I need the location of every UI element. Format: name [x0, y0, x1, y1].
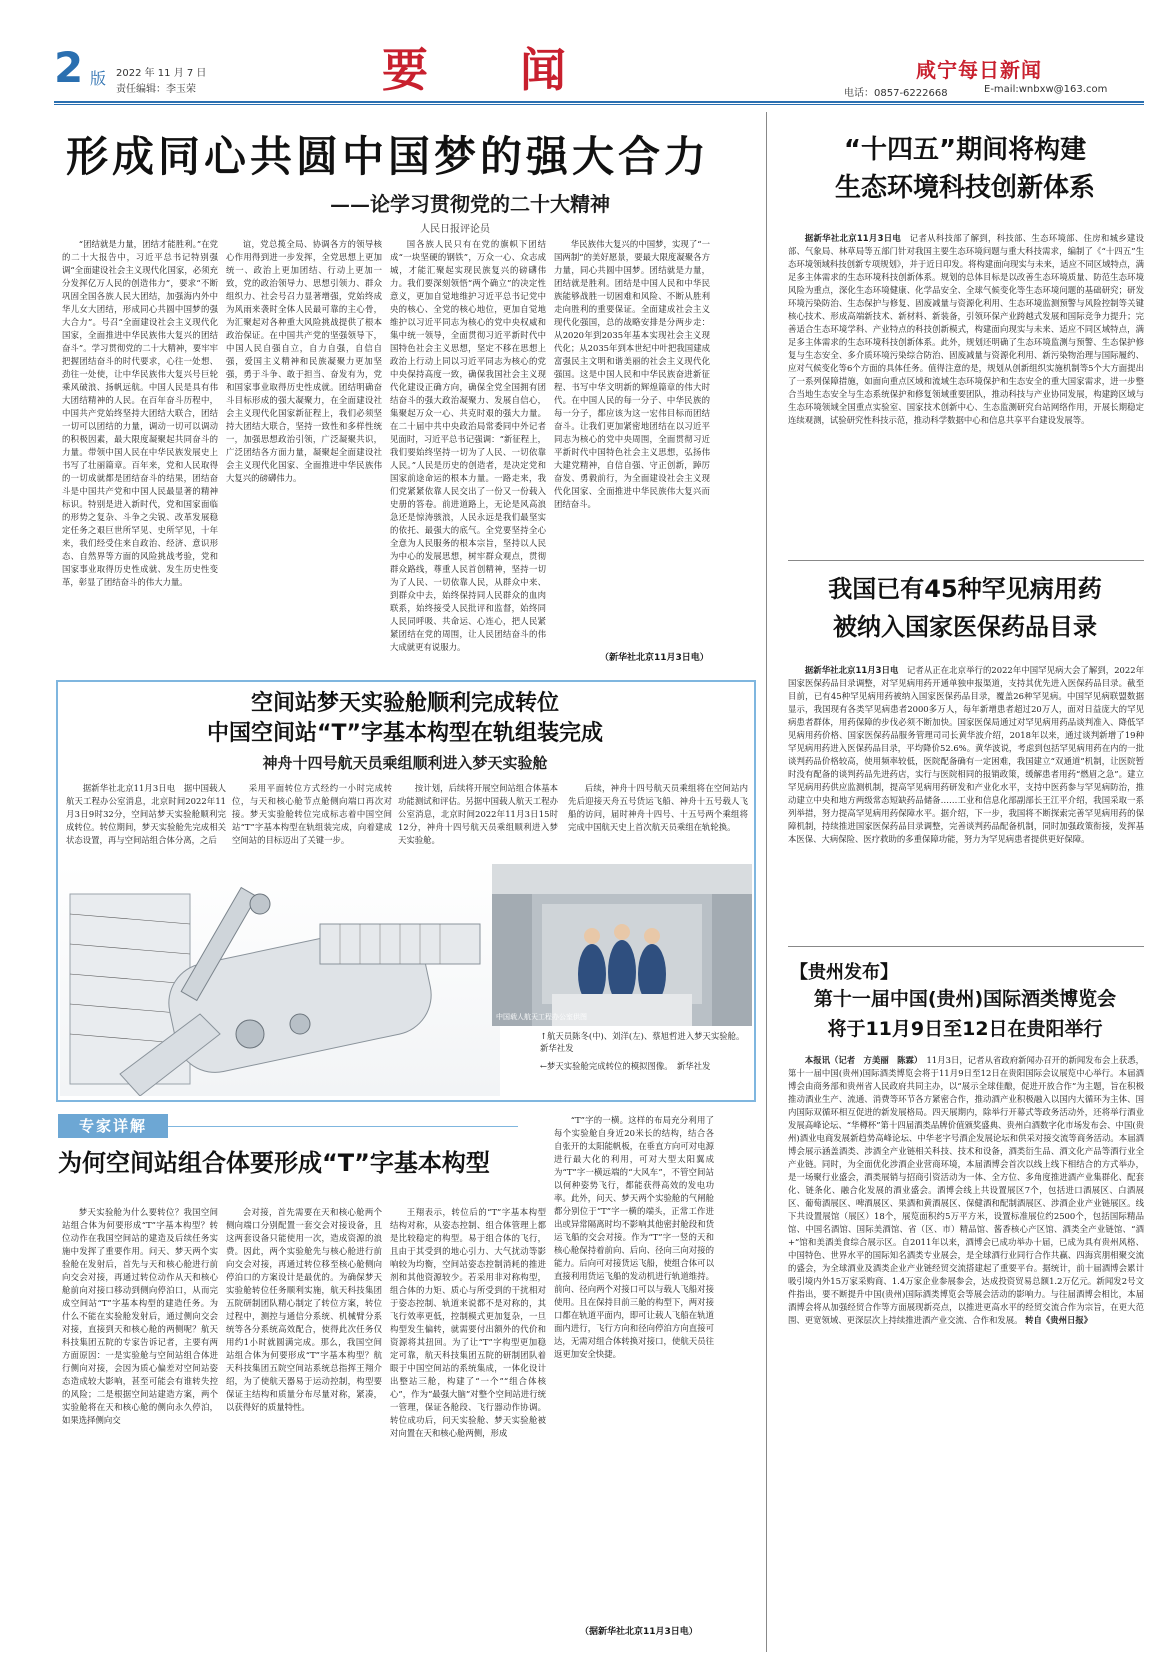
liquor-credit: 转自《贵州日报》 [1025, 1315, 1093, 1325]
crew-illustration [492, 864, 752, 1026]
liquor-tag: 【贵州发布】 [790, 962, 898, 983]
drug-bottom-rule [788, 946, 1144, 947]
lead-column-2: 谊，党总揽全局、协调各方的领导核心作用得到进一步发挥，全党思想上更加统一、政治上更加团结、行动上更加一致，党的政治领导力、思想引领力、群众组织力、社会号召力显著增强，党始终成为风雨来袭时全体人民最可靠的主心骨，为汇聚起对各种重大风险挑战提供了根本政治保证。在中国共产党的坚强领导下，中国人民自强自立，自力自强，自信自强，爱国主义精神和民族凝聚力更加坚强，勇于斗争、敢于担当、奋发有为，党和国家事业取得历史性成就。团结明确奋斗目标形成的强大凝聚力，在全面建设社会主义现代化国家新征程上，我们必须坚持大团结大联合，坚持一致性和多样性统一，加强思想政治引领，广泛凝聚共识，广泛团结各方面力量，凝聚起全面建设社会主义现代化国家、全面推进中华民族伟大复兴的磅礴伟力。 [226, 239, 382, 483]
space-title-line1: 空间站梦天实验舱顺利完成转位 [250, 691, 559, 716]
issue-date: 2022 年 11 月 7 日 [116, 68, 207, 79]
liquor-title-line2: 将于11月9日至12日在贵阳举行 [827, 1018, 1103, 1040]
expert-column-3: 王翔表示，转位后的“T”字基本构型结构对称，从姿态控制、组合体管理上都是比较稳定的构型。易于组合体的飞行，且由于其受到的地心引力、大气扰动等影响较为均衡，空间站姿态控制消耗的推进剂和其他资源较少。若采用非对称构型，组合体的力矩、质心与所受到的干扰相对于姿态控制、轨道来说都不是对称的，其飞行效率更低，控制模式更加复杂，一旦构型发生偏转，就需要付出额外的代价和资源将其扭回。为了让“T”字构型更加稳定可靠，航天科技集团五院的研制团队着眼于中国空间站的系统集成，一体化设计出整站三舱，构建了“一个”“组合体核心”，作为“最强大脑”对整个空间站进行统一管理，保证各舱段、飞行器动作协调。转位成功后，问天实验舱、梦天实验舱被对向置在天和核心舱两侧，形成 [390, 1207, 546, 1438]
eco-title-line2: 生态环境科技创新体系 [834, 173, 1095, 203]
masthead [54, 44, 1144, 100]
page-number: 2 [54, 43, 84, 92]
render-photo-caption: ←梦天实验舱完成转位的模拟图像。 新华社发 [540, 1061, 711, 1071]
space-title-line2: 中国空间站“T”字基本构型在轨组装完成 [207, 721, 603, 746]
lead-subtitle: ——论学习贯彻党的二十大精神 [330, 192, 610, 216]
drug-title-line2: 被纳入国家医保药品目录 [833, 613, 1097, 641]
editor-credit: 责任编辑：李玉荣 [116, 84, 196, 95]
lead-column-1: “团结就是力量，团结才能胜利。”在党的二十大报告中，习近平总书记特别强调“全面建设社会主义现代化国家，必须充分发挥亿万人民的创造伟力”，要求“不断巩固全国各族人民大团结，加强海内外中华儿女大团结，形成同心共圆中国梦的强大合力”。号召“全面建设社会主义现代化国家，全面推进中华民族伟大复兴的团结奋斗”。学习贯彻党的二十大精神，要牢牢把握团结奋斗的时代要求，心往一处想、劲往一处使，让中华民族伟大复兴号巨轮乘风破浪、扬帆远航。中国人民是具有伟大团结精神的人民。在百年奋斗历程中，中国共产党始终坚持大团结大联合，团结一切可以团结的力量，调动一切可以调动的积极因素，最大限度凝聚起共同奋斗的力量。带领中国人民在中华民族发展史上书写了壮丽篇章。百年来，党和人民取得的一切成就都是团结奋斗的结果，团结奋斗是中国共产党和中国人民最显著的精神标识。特别是进入新时代，党和国家面临的形势之复杂、斗争之尖锐、改革发展稳定任务之艰巨世所罕见、史所罕见，十年来，我们经受住来自政治、经济、意识形态、自然界等方面的风险挑战考验，党和国家事业取得历史性成就、发生历史性变革，彰显了团结奋斗的伟大力量。 [62, 239, 218, 587]
expert-banner-rule [168, 1126, 518, 1127]
email: E-mail:wnbxw@163.com [984, 84, 1108, 95]
space-column-1: 据新华社北京11月3日电 据中国载人航天工程办公室消息，北京时间2022年11月3日9时32分，空间站梦天实验舱顺利完成转位。转位期间，梦天实验舱先完成相关状态设置，再与空间站组合体分离，之后 [66, 783, 226, 845]
masthead-rule [54, 101, 1144, 103]
masthead-rule-thin [54, 104, 1144, 105]
lead-column-4: 华民族伟大复兴的中国梦，实现了“一国两制”的美好愿景，要最大限度凝聚各方力量，同心共圆中国梦。团结就是力量，团结就是胜利。团结是中国人民和中华民族能够战胜一切困难和风险、不断从胜利走向胜利的重要保证。全面建成社会主义现代化强国，总的战略安排是分两步走：从2020年到2035年基本实现社会主义现代化；从2035年到本世纪中叶把我国建成富强民主文明和谐美丽的社会主义现代化强国。这是中国人民和中华民族奋进新征程、书写中华文明新的辉煌篇章的伟大时代。在中国人民的每一分子、中华民族的每一分子，都应该为这一宏伟目标而团结奋斗。让我们更加紧密地团结在以习近平同志为核心的党中央周围，全面贯彻习近平新时代中国特色社会主义思想，弘扬伟大建党精神，自信自强、守正创新，踔厉奋发、勇毅前行，为全面建设社会主义现代化国家、全面推进中华民族伟大复兴而团结奋斗。 [554, 239, 710, 509]
space-title-line3: 神舟十四号航天员乘组顺利进入梦天实验舱 [262, 754, 548, 772]
lead-column-3: 国各族人民只有在党的旗帜下团结成“一块坚硬的钢铁”，万众一心、众志成城，才能汇聚起实现民族复兴的磅礴伟力。我们要深刻领悟“两个确立”的决定性意义，更加自觉地维护习近平总书记党中央的核心、全党的核心地位，更加自觉地维护以习近平同志为核心的党中央权威和集中统一领导，全面贯彻习近平新时代中国特色社会主义思想，坚定不移在思想上政治上行动上同以习近平同志为核心的党中央保持高度一致，确保我国社会主义现代化建设正确方向，确保全党全国拥有团结奋斗的强大政治凝聚力、发展自信心，集聚起万众一心、共克时艰的强大力量。在二十届中共中央政治局常委同中外记者见面时，习近平总书记强调：“新征程上，我们要始终坚持一切为了人民、一切依靠人民。”人民是历史的创造者，是决定党和国家前途命运的根本力量。一路走来，我们党紧紧依靠人民交出了一份又一份载入史册的答卷。前进道路上，无论是风高浪急还是惊涛骇浪，人民永远是我们最坚实的依托、最强大的底气。全党要坚持全心全意为人民服务的根本宗旨，坚持以人民为中心的发展思想，树牢群众观点，贯彻群众路线，尊重人民首创精神，坚持一切为了人民、一切依靠人民，从群众中来、到群众中去，始终保持同人民群众的血肉联系，始终接受人民批评和监督，始终同人民同呼吸、共命运、心连心，把人民紧紧团结在党的周围，让人民团结奋斗的伟大成就更有说服力。 [390, 239, 546, 652]
expert-column-4: “T”字的一横。这样的布局充分利用了每个实验舱自身近20米长的结构，结合各自张开的太阳能帆板，在垂直方向可对电源进行最大化的利用，可对大型太阳翼成为“T”字一横远端的“大风车”，不管空间站以何种姿势飞行，都能获得高效的发电功率。此外，问天、梦天两个实验舱的气闸舱都分别位于“T”字一横的端头，正常工作进出或异常隔离时均不影响其他密封舱段和货运飞船的交会对接。作为“T”字一竖的天和核心舱保持着前向、后向、径向三向对接的能力。后向可对接货运飞船，使组合体可以直接利用货运飞船的发动机进行轨道维持。前向、径向两个对接口可以与载人飞船对接使用。且在保持目前三舱的构型下，两对接口都在轨道平面内，即可让载人飞船在轨道面内进行，飞行方向和径向停泊方向直接可达，无需对组合体转换对接口，使航天员往返更加安全快捷。 [554, 1115, 714, 1359]
eco-title-line1: “十四五”期间将构建 [843, 135, 1087, 165]
lead-credit: （新华社北京11月3日电） [600, 653, 709, 663]
page-number-suffix: 版 [90, 69, 107, 88]
expert-column-2: 会对接，首先需要在天和核心舱两个侧向端口分别配置一套交会对接设备，且这两套设备只能使用一次，造成资源的浪费。因此，两个实验舱先与核心舱进行前向交会对接，再通过转位移至核心舱侧向停泊口的方案设计是最优的。为确保梦天实验舱转位任务顺利实施，航天科技集团五院研制团队精心制定了转位方案，转位过程中，测控与通信分系统、机械臂分系统等各分系统高效配合，使得此次任务仅用约1小时就圆满完成。那么，我国空间站组合体为何要形成“T”字基本构型？航天科技集团五院空间站系统总指挥王翔介绍，为了使航天器易于运动控制，构型要保证主结构和质量分布尽量对称，紧凑，以获得好的质量特性。 [226, 1207, 382, 1412]
eco-bottom-rule [788, 560, 1144, 561]
eco-body: 据新华社北京11月3日电 记者从科技部了解到，科技部、生态环境部、住房和城乡建设部、气象局、林草局等五部门针对我国主要生态环境问题与重大科技需求，编制了《“十四五”生态环境领域科技创新专项规划》，并于近日印发。将构建面向现实与未来，适应不同区域特点，满足多主体需求的生态环境科技创新体系。规划的总体目标是以改善生态环境质量、防范生态环境风险为重点，深化生态环境健康、化学品安全、全球气候变化等生态环境问题的基础研究；研发环境污染防治、生态保护与修复、固废减量与资源化利用、生态环境监测预警与风险控制等关键核心技术、形成高端新技术、新材料、新装备，引领环保产业跨越式发展和国际竞争力提升；完善适合生态环境学科、产业特点的科技创新模式，构建面向现实与未来、适应不同区域特点，满足多主体需求的生态环境科技创新体系。此外，规划还明确了生态环境监测与预警、生态保护修复与生态安全、多介质环境污染综合防治、固废减量与资源化利用、新污染物治理与国际履约、应对气候变化等6个方面的具体任务。值得注意的是，规划从创新组织实施机制等5个大方面提出了一系列保障措施，如面向重点区域和流域生态环境保护和生态安全的重大国家需求，进一步整合当地生态安全与生态系统保护和修复领域重要团队，推动科技与产业协同发展，构建跨区域与生态环境领域全国重点实验室、国家技术创新中心、生态监测研究台站网络作用，开展长期稳定连续观测，试验研究性科技示范，推动科学数据中心和信息共享平台建设发展等。 [788, 233, 1144, 425]
expert-title: 为何空间站组合体要形成“T”字基本构型 [58, 1149, 490, 1177]
crew-photo-caption: ↑航天员陈冬(中)、刘洋(左)、蔡旭哲进入梦天实验舱。 新华社发 [540, 1031, 749, 1053]
liquor-body: 本报讯（记者 方美丽 陈霖） 11月3日，记者从省政府新闻办召开的新闻发布会上获悉，第十一届中国(贵州)国际酒类博览会将于11月9日至12日在贵阳国际会议展览中心举行。本届酒博会由商务部和贵州省人民政府共同主办，以“展示全球佳酿，促进开放合作”为主题，旨在积极推动酒业生产、流通、消费等环节各方紧密合作，推动酒产业积极融入以国内大循环为主体、国内国际双循环相互促进的新发展格局。四天展期内，除举行开幕式等政务活动外，还将举行酒业发展高峰论坛、“华樽杯”第十四届酒类品牌价值颁奖盛典、贵州白酒数字化市场发布会、中国(贵州)酒业电商发展新趋势高峰论坛、中华老字号酒企发展论坛和供采对接交流等商务活动。本届酒博会展示涵盖酒类、涉酒全产业链相关科技、技术和设备，酒类衍生品、酒文化产品等酒行业全产业链。同时，为全面优化涉酒企业营商环境，本届酒博会首次以线上线下相结合的方式举办，是一场聚行业盛会，酒类展销与招商引资活动为一体、全方位、多角度推进酒产业集群化、配套化、链条化、融合化发展的酒业盛会。酒博会线上共设置展区7个，包括进口酒展区、白酒展区、葡萄酒展区、啤酒展区、果酒和黄酒展区、保健酒和配制酒展区、涉酒企业产业链展区。线下共设置展馆（展区）18个，展览面积约5万平方米，设置标准展位约2500个，包括国际精品馆、中国名酒馆、国际美酒馆、省（区、市）精品馆、酱香核心产区馆、酒类全产业链馆、“酒+”馆和美酒美食综合展示区。自2011年以来，酒博会已成功举办十届，已成为具有贵州风格、中国特色、世界水平的国际知名酒类专业展会，是全球酒行业同行合作共赢、四海宾朋相聚交流的盛会，为全球酒业及酒类企业产业链经贸交流搭建起了重要平台。据统计，前十届酒博会累计吸引境内外15万家采购商、1.4万家企业参展参会，达成投资贸易总额1.2万亿元。新闻发2号文件指出，要不断提升中国(贵州)国际酒类博览会等展会活动的影响力。与往届酒博会相比，本届酒博会将从加强经贸合作等方面展现新亮点，以推进更高水平的经贸交流合作为宗旨，在更大范围、更宽领域、更深层次上持续推进酒产业交流、合作和发展。 转自《贵州日报》 [788, 1055, 1144, 1325]
drug-body: 据新华社北京11月3日电 记者从正在北京举行的2022年中国罕见病大会了解到，2022年国家医保药品目录调整，对罕见病用药开通单独申报渠道，支持其优先进入医保药品目录。截至目前，已有45种罕见病用药被纳入国家医保药品目录，覆盖26种罕见病。中国罕见病联盟数据显示，我国现有各类罕见病患者2000多万人，每年新增患者超过20万人，面对日益庞大的罕见病患者群体，用药保障的步伐必须不断加快。国家医保局通过对罕见病用药品谈判准入、降低罕见病用药价格、国家医保药品服务管理司司长黄华波介绍，2018年以来，通过谈判新增了19种罕见病用药进入医保药品目录，平均降价52.6%。黄华波说，考虑到包括罕见病用药在内的一批谈判药品价格较高，使用频率较低，医院配备确有一定困难，我国建立“双通道”机制，让医院暂时没有配备的谈判药品先进药店，实行与医院相同的报销政策，缓解患者用药“燃眉之急”。建立罕见病用药供应监测机制，提高罕见病用药研发和产业化水平，支持中医药参与罕见病防治，推动建立中央和地方两级常态短缺药品储备……工业和信息化部副部长王江平介绍，我国采取一系列举措，努力提高罕见病用药保障水平。据介绍，下一步，我国将不断探索完善罕见病用药的保障机制，持续推进国家医保药品目录调整，完善谈判药品配备机制，同时加强政策衔接，发挥基本医保、大病保险、医疗救助的多重保障功能，努力为罕见病患者提供更好保障。 [788, 665, 1144, 844]
eco-dateline: 据新华社北京11月3日电 [804, 233, 902, 243]
expert-credit: （据新华社北京11月3日电） [580, 1627, 698, 1637]
drug-dateline: 据新华社北京11月3日电 [804, 665, 899, 675]
lead-byline: 人民日报评论员 [420, 224, 490, 235]
paper-name: 咸宁每日新闻 [916, 58, 1042, 82]
section-title: 要 闻 [382, 43, 566, 97]
astronaut-crew-photo [492, 864, 752, 1026]
phone: 电话：0857-6222668 [844, 88, 948, 99]
photo-overlay-credit: 中国载人航天工程办公室供图 [496, 1013, 587, 1021]
space-station-render-photo [60, 864, 500, 1096]
space-column-3: 按计划，后续将开展空间站组合体基本功能测试和评估。另据中国载人航天工程办公室消息，北京时间2022年11月3日15时12分，神舟十四号航天员乘组顺利进入梦天实验舱。 [398, 783, 558, 845]
lead-title: 形成同心共圆中国梦的强大合力 [66, 132, 711, 181]
col-divider-left [766, 112, 767, 1652]
space-column-4: 后续，神舟十四号航天员乘组将在空间站内先后迎接天舟五号货运飞船、神舟十五号载人飞船的访问，届时神舟十四号、十五号两个乘组将完成中国航天史上首次航天员乘组在轨轮换。 [568, 783, 748, 832]
liquor-dateline: 本报讯（记者 方美丽 陈霖） [804, 1055, 919, 1065]
drug-title-line1: 我国已有45种罕见病用药 [828, 575, 1102, 603]
liquor-title-line1: 第十一届中国(贵州)国际酒类博览会 [813, 988, 1117, 1010]
space-column-2: 采用平面转位方式经约一小时完成转位，与天和核心舱节点舱侧向端口再次对接。梦天实验舱转位完成标志着中国空间站“T”字基本构型在轨组装完成，向着建成空间站的目标迈出了关键一步。 [232, 783, 392, 845]
expert-column-1: 梦天实验舱为什么要转位？我国空间站组合体为何要形成“T”字基本构型？转位动作在我国空间站的建造及后续任务实施中发挥了重要作用。问天、梦天两个实验舱在发射后，首先与天和核心舱进行前向交会对接，再通过转位动作从天和核心舱前向对接口移动到侧向停泊口，从而完成空间站“T”字基本构型的建造任务。为什么不能在实验舱发射后，通过侧向交会对接，直接到天和核心舱的两侧呢？航天科技集团五院的专家告诉记者，主要有两方面原因：一是实验舱与空间站组合体进行侧向对接，会因为质心偏差对空间站姿态造成较大影响，甚至可能会有谁转失控的风险；二是根据空间站建造方案，两个实验舱将在天和核心舱的侧向永久停泊，如果选择侧向交 [62, 1207, 218, 1425]
expert-banner: 专家详解 [58, 1114, 168, 1138]
space-station-illustration [60, 864, 500, 1096]
